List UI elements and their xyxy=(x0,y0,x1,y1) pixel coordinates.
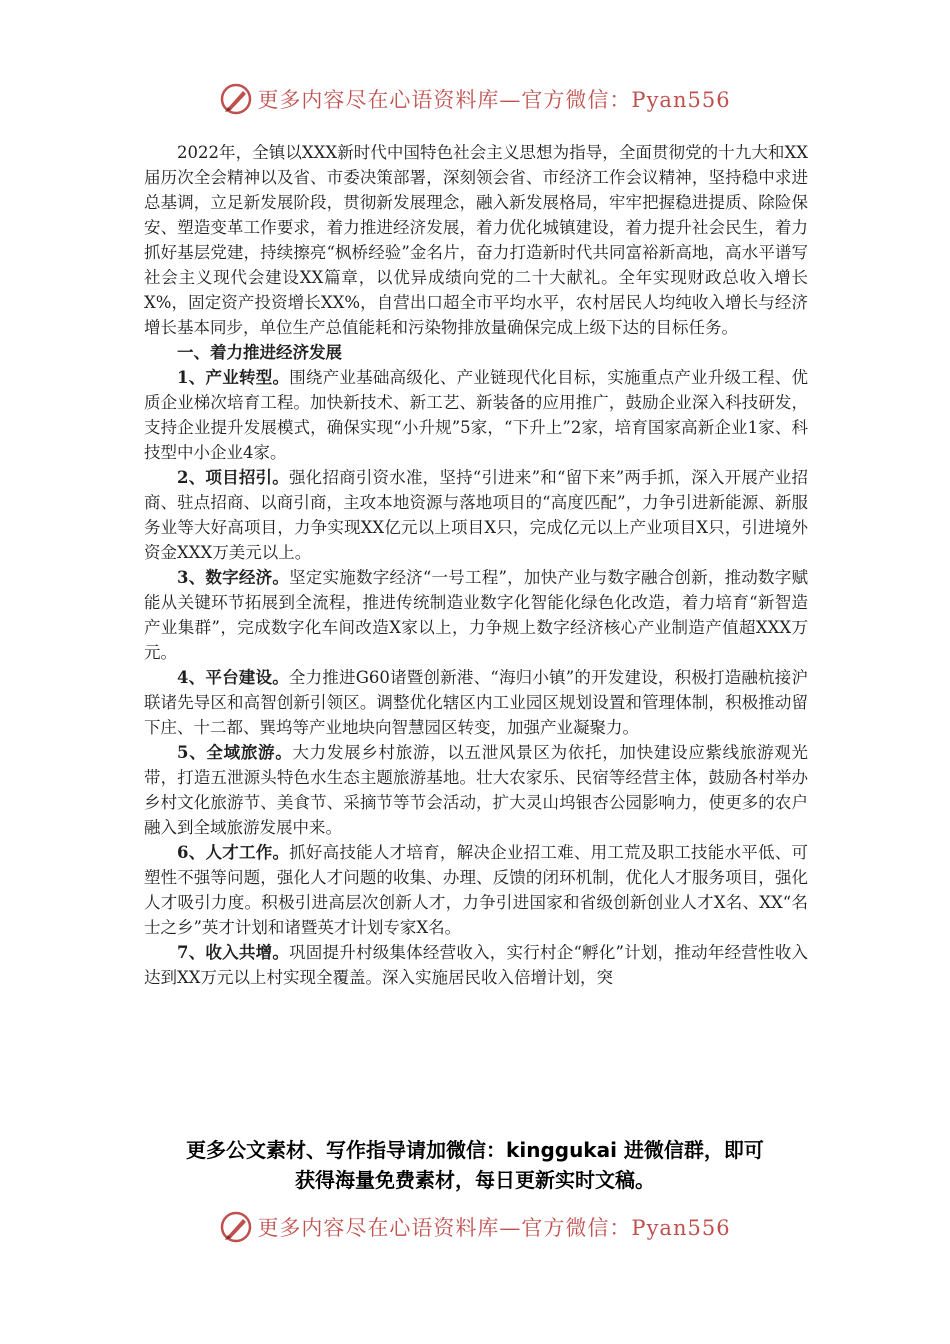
list-item xyxy=(144,940,808,990)
item-title: 5、全域旅游。 xyxy=(177,743,293,762)
list-item xyxy=(144,465,808,565)
pen-logo-icon xyxy=(219,1210,253,1244)
banner-text: 更多内容尽在心语资料库—官方微信：Pyan556 xyxy=(257,88,731,112)
promo-line-1: 更多公文素材、写作指导请加微信：kinggukai 进微信群，即可 xyxy=(186,1138,764,1162)
item-title: 7、收入共增。 xyxy=(177,943,290,962)
item-text: 强化招商引资水准，坚持“引进来”和“留下来”两手抓，深入开展产业招商、驻点招商、以商引商，主攻本地资源与落地项目的“高度匹配”，力争引进新能源、新服务业等大好高项目，力争实现XX亿元以上项目X只，完成亿元以上产业项目X只，引进境外资金XXX万美元以上。 xyxy=(144,468,808,562)
item-title: 1、产业转型。 xyxy=(177,368,290,387)
banner-text: 更多内容尽在心语资料库—官方微信：Pyan556 xyxy=(257,1216,731,1240)
header-banner xyxy=(0,82,950,122)
item-title: 6、人才工作。 xyxy=(177,843,290,862)
item-text: 抓好高技能人才培育，解决企业招工难、用工荒及职工技能水平低、可塑性不强等问题，强化人才问题的收集、办理、反馈的闭环机制，优化人才服务项目，强化人才吸引力度。积极引进高层次创新人才，力争引进国家和省级创新创业人才X名、XX“名士之乡”英才计划和诸暨英才计划专家X名。 xyxy=(144,843,808,937)
list-item xyxy=(144,365,808,465)
pen-logo-icon xyxy=(219,82,253,116)
intro-paragraph: 2022年，全镇以XXX新时代中国特色社会主义思想为指导，全面贯彻党的十九大和XX届历次全会精神以及省、市委决策部署，深刻领会省、市经济工作会议精神，坚持稳中求进总基调，立足新发展阶段，贯彻新发展理念，融入新发展格局，牢牢把握稳进提质、除险保安、塑造变革工作要求，着力推进经济发展，着力优化城镇建设，着力提升社会民生，着力抓好基层党建，持续擦亮“枫桥经验”金名片，奋力打造新时代共同富裕新高地，高水平谱写社会主义现代会建设XX篇章，以优异成绩向党的二十大献礼。全年实现财政总收入增长X%，固定资产投资增长XX%，自营出口超全市平均水平，农村居民人均纯收入增长与经济增长基本同步，单位生产总值能耗和污染物排放量确保完成上级下达的目标任务。 xyxy=(144,143,808,337)
item-title: 2、项目招引。 xyxy=(177,468,289,487)
footer-banner xyxy=(0,1210,950,1250)
item-text: 巩固提升村级集体经营收入，实行村企“孵化”计划，推动年经营性收入达到XX万元以上村实现全覆盖。深入实施居民收入倍增计划，突 xyxy=(144,943,808,987)
list-item xyxy=(144,665,808,740)
list-item xyxy=(144,740,808,840)
promo-line-2: 获得海量免费素材，每日更新实时文稿。 xyxy=(295,1168,655,1192)
list-item xyxy=(144,565,808,665)
item-title: 4、平台建设。 xyxy=(177,668,289,687)
item-title: 3、数字经济。 xyxy=(177,568,290,587)
document-body xyxy=(144,140,808,990)
promo-note xyxy=(100,1135,850,1195)
item-text: 围绕产业基础高级化、产业链现代化目标，实施重点产业升级工程、优质企业梯次培育工程。加快新技术、新工艺、新装备的应用推广，鼓励企业深入科技研发，支持企业提升发展模式，确保实现“小升规”5家，“下升上”2家，培育国家高新企业1家、科技型中小企业4家。 xyxy=(144,368,808,462)
item-text: 坚定实施数字经济“一号工程”，加快产业与数字融合创新，推动数字赋能从关键环节拓展到全流程，推进传统制造业数字化智能化绿色化改造，着力培育“新智造产业集群”，完成数字化车间改造X家以上，力争规上数字经济核心产业制造产值超XXX万元。 xyxy=(144,568,808,662)
item-text: 全力推进G60诸暨创新港、“海归小镇”的开发建设，积极打造融杭接沪联诸先导区和高智创新引领区。调整优化辖区内工业园区规划设置和管理体制，积极推动留下庄、十二都、巽坞等产业地块向智慧园区转变，加强产业凝聚力。 xyxy=(144,668,809,737)
section-heading: 一、着力推进经济发展 xyxy=(177,343,342,362)
item-text: 大力发展乡村旅游，以五泄风景区为依托，加快建设应紫线旅游观光带，打造五泄源头特色水生态主题旅游基地。壮大农家乐、民宿等经营主体，鼓励各村举办乡村文化旅游节、美食节、采摘节等节会活动，扩大灵山坞银杏公园影响力，使更多的农户融入到全域旅游发展中来。 xyxy=(144,743,809,837)
list-item xyxy=(144,840,808,940)
